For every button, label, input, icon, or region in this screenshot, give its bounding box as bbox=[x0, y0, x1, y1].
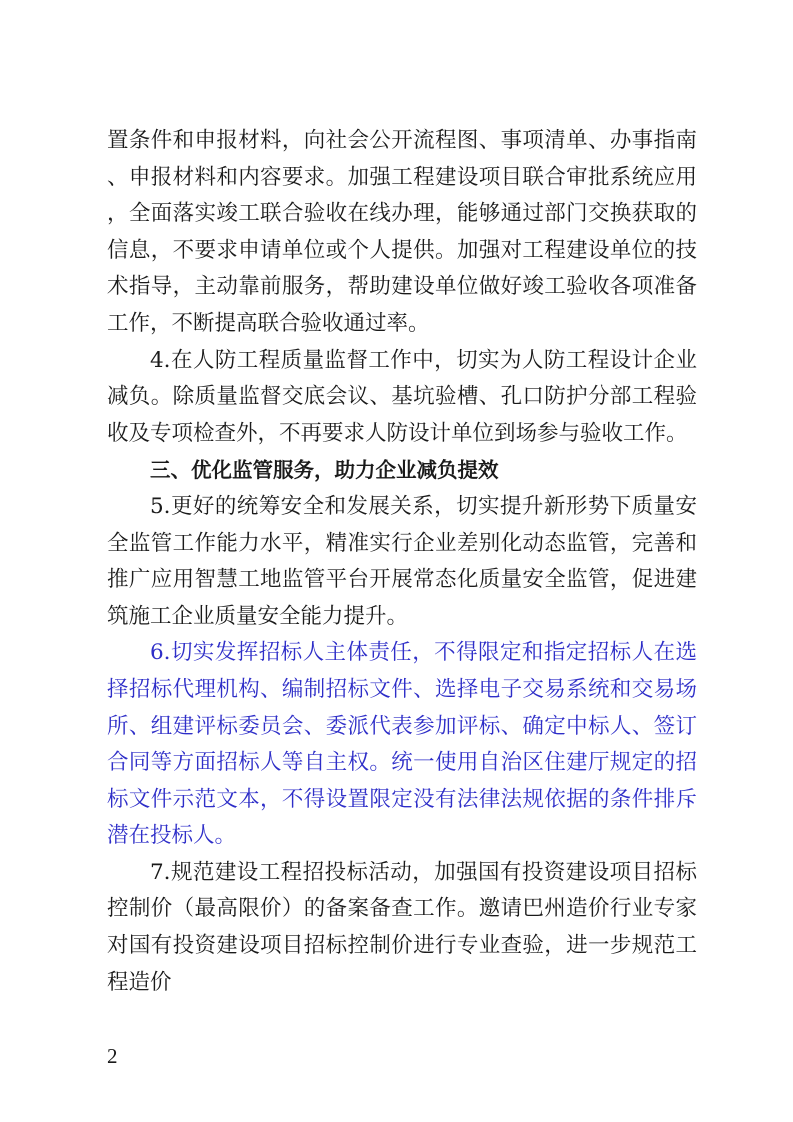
body-text-block bbox=[107, 123, 697, 1001]
paragraph-item-6: 6.切实发挥招标人主体责任，不得限定和指定招标人在选择招标代理机构、编制招标文件、选择电子交易系统和交易场所、组建评标委员会、委派代表参加评标、确定中标人、签订合同等方面招标人等自主权。统一使用自治区住建厅规定的招标文件示范文本，不得设置限定没有法律法规依据的条件排斥潜在投标人。 bbox=[107, 640, 697, 849]
page-number: 2 bbox=[107, 1044, 118, 1068]
section-heading-3: 三、优化监管服务，助力企业减负提效 bbox=[150, 458, 499, 483]
paragraph-item-7: 7.规范建设工程招投标活动，加强国有投资建设项目招标控制价（最高限价）的备案备查工作。邀请巴州造价行业专家对国有投资建设项目招标控制价进行专业查验，进一步规范工程造价 bbox=[107, 859, 697, 995]
paragraph-continued: 置条件和申报材料，向社会公开流程图、事项清单、办事指南、申报材料和内容要求。加强工程建设项目联合审批系统应用，全面落实竣工联合验收在线办理，能够通过部门交换获取的信息，不要求申请单位或个人提供。加强对工程建设单位的技术指导，主动靠前服务，帮助建设单位做好竣工验收各项准备工作，不断提高联合验收通过率。 bbox=[107, 128, 697, 336]
paragraph-item-5: 5.更好的统筹安全和发展关系，切实提升新形势下质量安全监管工作能力水平，精准实行企业差别化动态监管，完善和推广应用智慧工地监管平台开展常态化质量安全监管，促进建筑施工企业质量安全能力提升。 bbox=[107, 493, 697, 629]
paragraph-item-4: 4.在人防工程质量监督工作中，切实为人防工程设计企业减负。除质量监督交底会议、基坑验槽、孔口防护分部工程验收及专项检查外，不再要求人防设计单位到场参与验收工作。 bbox=[107, 347, 697, 446]
